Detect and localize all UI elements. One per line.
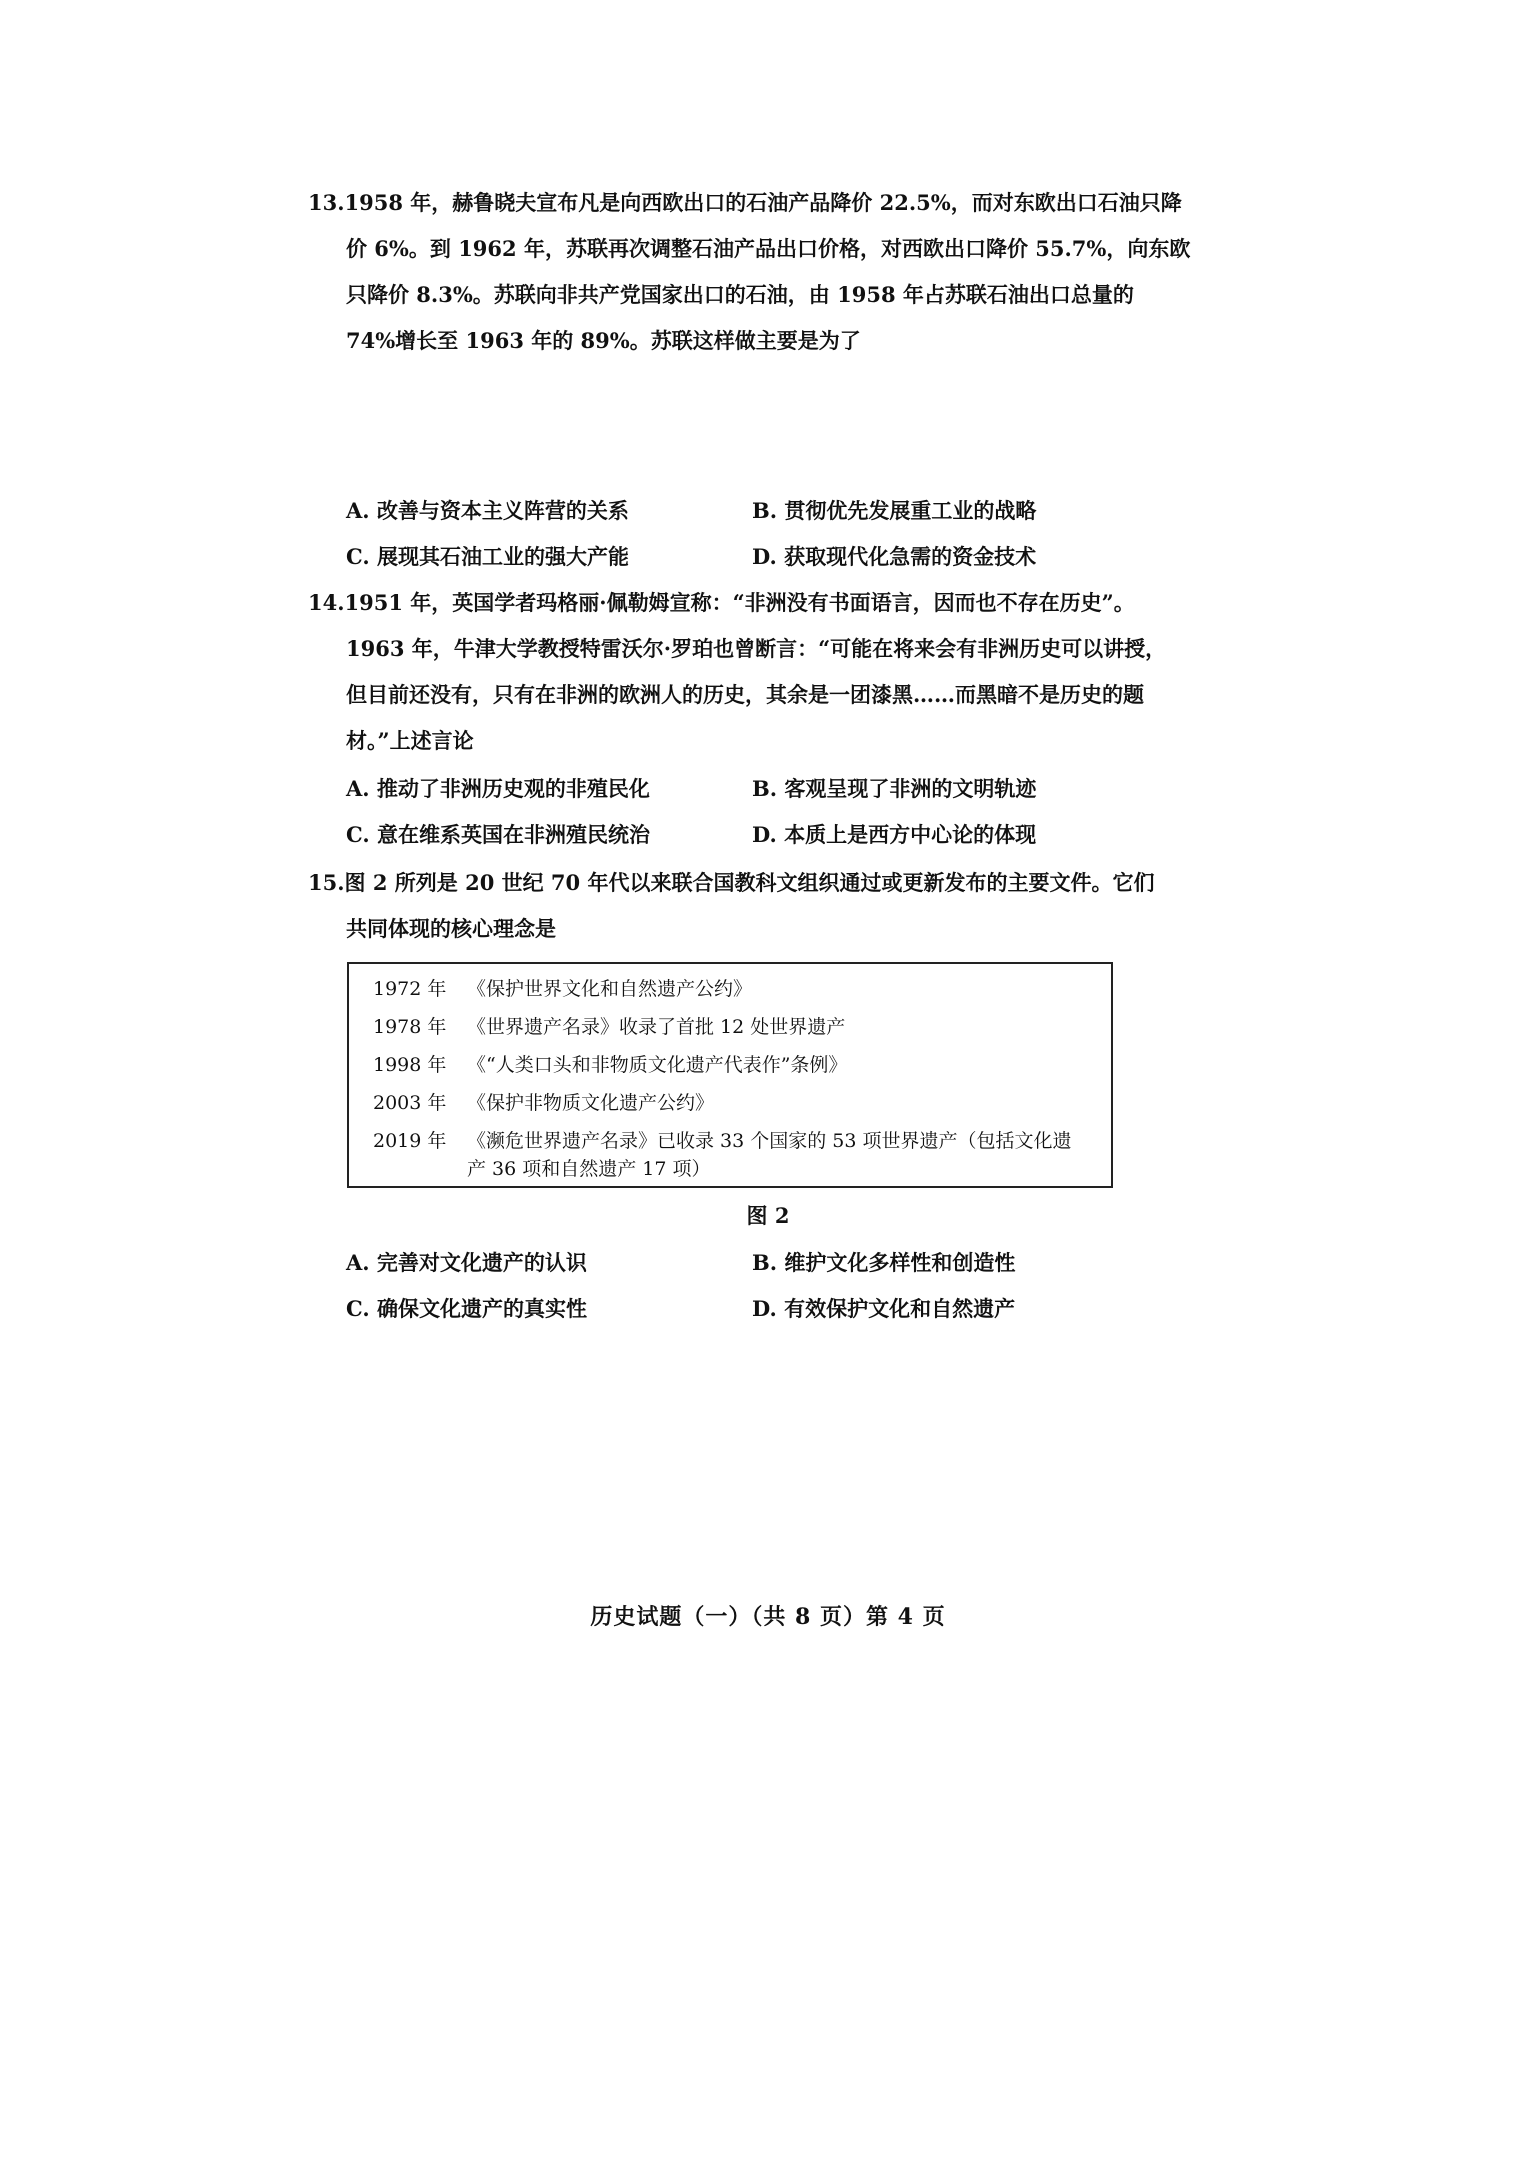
figure-caption: 图 2 xyxy=(746,1203,790,1228)
figure-row xyxy=(373,1008,1099,1046)
option-a[interactable]: A. 改善与资本主义阵营的关系 xyxy=(346,498,629,523)
figure-year: 2019 年 xyxy=(373,1130,447,1152)
option-a[interactable]: A. 推动了非洲历史观的非殖民化 xyxy=(346,776,650,801)
question-14-options xyxy=(346,766,1146,858)
figure-row xyxy=(373,1046,1099,1084)
option-d[interactable]: D. 本质上是西方中心论的体现 xyxy=(752,822,1037,847)
option-c[interactable]: C. 意在维系英国在非洲殖民统治 xyxy=(346,822,650,847)
figure-year: 1972 年 xyxy=(373,978,447,1000)
question-13-line-2: 价 6%。到 1962 年，苏联再次调整石油产品出口价格，对西欧出口降价 55.7%，向东欧 xyxy=(346,236,1191,261)
figure-text: 《保护非物质文化遗产公约》 xyxy=(467,1092,715,1114)
options-row xyxy=(346,766,1146,812)
figure-row xyxy=(373,970,1099,1008)
figure-row-continuation: 产 36 项和自然遗产 17 项） xyxy=(467,1158,711,1180)
option-b[interactable]: B. 贯彻优先发展重工业的战略 xyxy=(752,498,1037,523)
page-footer: 历史试题（一）（共 8 页）第 4 页 xyxy=(590,1604,946,1630)
question-14-line-3: 但目前还没有，只有在非洲的欧洲人的历史，其余是一团漆黑……而黑暗不是历史的题 xyxy=(346,682,1144,707)
option-d[interactable]: D. 有效保护文化和自然遗产 xyxy=(752,1296,1016,1321)
question-13-line-3: 只降价 8.3%。苏联向非共产党国家出口的石油，由 1958 年占苏联石油出口总量的 xyxy=(346,282,1134,307)
question-15 xyxy=(308,860,1168,952)
question-14-line-2: 1963 年，牛津大学教授特雷沃尔·罗珀也曾断言：“可能在将来会有非洲历史可以讲授， xyxy=(346,636,1167,661)
options-row xyxy=(346,534,1146,580)
option-c[interactable]: C. 确保文化遗产的真实性 xyxy=(346,1296,587,1321)
figure-text: 《世界遗产名录》收录了首批 12 处世界遗产 xyxy=(467,1016,846,1038)
figure-2-table xyxy=(347,962,1113,1188)
options-row xyxy=(346,1286,1146,1332)
question-13 xyxy=(308,180,1191,364)
options-row xyxy=(346,488,1146,534)
question-14 xyxy=(308,580,1168,764)
question-13-line-1: 13.1958 年，赫鲁晓夫宣布凡是向西欧出口的石油产品降价 22.5%，而对东欧出口石油只降 xyxy=(308,190,1182,215)
question-15-line-2: 共同体现的核心理念是 xyxy=(346,916,556,941)
option-c[interactable]: C. 展现其石油工业的强大产能 xyxy=(346,544,629,569)
figure-text: 《保护世界文化和自然遗产公约》 xyxy=(467,978,753,1000)
figure-row xyxy=(373,1084,1099,1122)
option-a[interactable]: A. 完善对文化遗产的认识 xyxy=(346,1250,587,1275)
options-row xyxy=(346,1240,1146,1286)
question-13-line-4: 74%增长至 1963 年的 89%。苏联这样做主要是为了 xyxy=(346,328,861,353)
figure-text: 《“人类口头和非物质文化遗产代表作”条例》 xyxy=(467,1054,848,1076)
options-row xyxy=(346,812,1146,858)
question-14-line-1: 14.1951 年，英国学者玛格丽·佩勒姆宣称：“非洲没有书面语言，因而也不存在历史”。 xyxy=(308,590,1135,615)
figure-year: 1998 年 xyxy=(373,1054,447,1076)
option-d[interactable]: D. 获取现代化急需的资金技术 xyxy=(752,544,1037,569)
option-b[interactable]: B. 维护文化多样性和创造性 xyxy=(752,1250,1016,1275)
figure-year: 1978 年 xyxy=(373,1016,447,1038)
figure-year: 2003 年 xyxy=(373,1092,447,1114)
question-15-options xyxy=(346,1240,1146,1332)
option-b[interactable]: B. 客观呈现了非洲的文明轨迹 xyxy=(752,776,1037,801)
question-15-line-1: 15.图 2 所列是 20 世纪 70 年代以来联合国教科文组织通过或更新发布的主要文件。它们 xyxy=(308,870,1155,895)
question-13-options xyxy=(346,488,1146,580)
figure-text: 《濒危世界遗产名录》已收录 33 个国家的 53 项世界遗产（包括文化遗 xyxy=(467,1130,1072,1152)
question-14-line-4: 材。”上述言论 xyxy=(346,728,474,753)
